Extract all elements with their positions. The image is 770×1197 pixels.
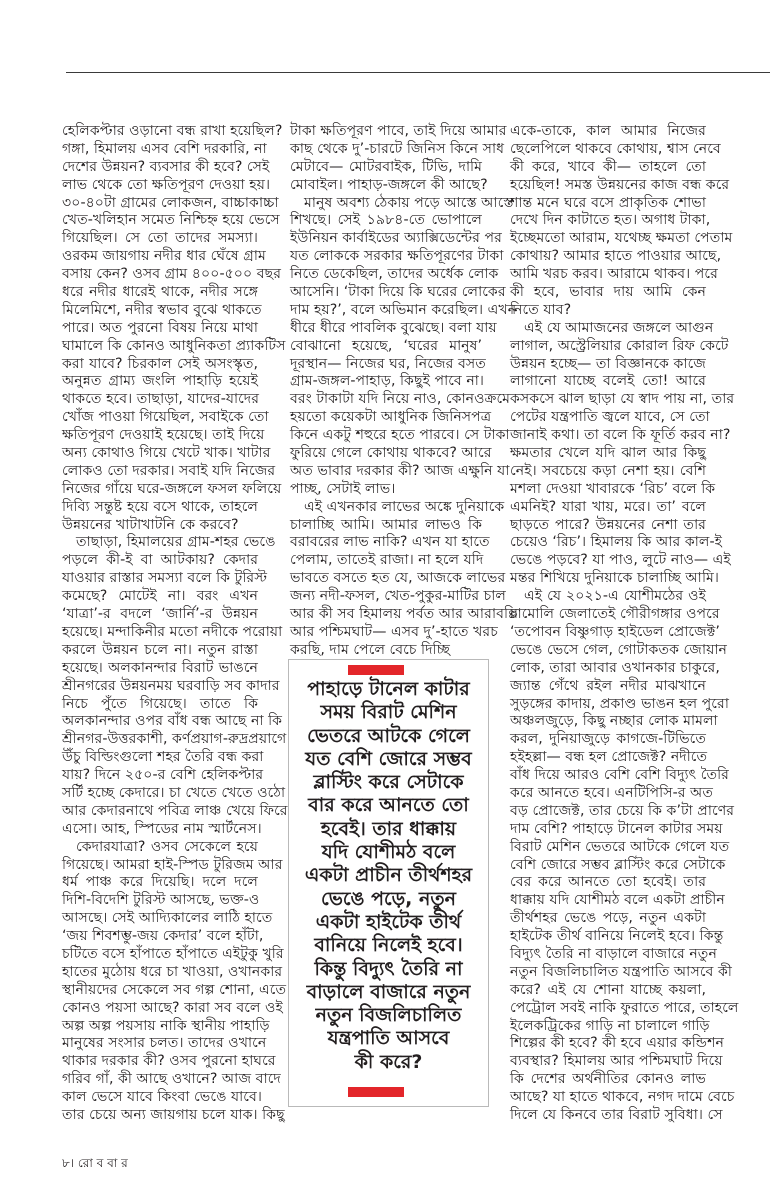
text-line: গঙ্গা, হিমালয় এসব বেশি দরকারি, না <box>62 140 267 157</box>
pull-quote-line: সময় বিরাট মেশিন <box>320 701 457 724</box>
text-line: স্থানীয়দের সেকেলে সব গল্প শোনা, এতে <box>62 981 287 998</box>
text-line: শিখছে। সেই ১৯৮৪-তে ভোপালে <box>290 212 482 229</box>
text-line: লোকও তো দরকার। সবাই যদি নিজের <box>62 462 276 479</box>
text-line: হেলিকপ্টার ওড়ানো বন্ধ রাখা হয়েছিল? <box>62 123 283 139</box>
paragraph <box>510 123 733 320</box>
text-line: টাকা ক্ষতিপূরণ পাবে, তাই দিয়ে আমার <box>290 123 507 139</box>
text-line: পেটের যন্ত্রপাতি জ্বলে যাবে, সে তো <box>510 409 710 426</box>
text-line: চামোলি জেলাতেই গৌরীগঙ্গার ওপরে <box>510 606 720 623</box>
text-line: শিল্পের কী হবে? কী হবে এয়ার কন্ডিশন <box>510 1035 724 1052</box>
pull-quote-top-bar <box>348 665 404 675</box>
text-line: হাইটেক তীর্থ বানিয়ে নিলেই হবে। কিন্তু <box>510 928 724 945</box>
text-line: ধীরে ধীরে পাবলিক বুঝেছে। বলা যায় <box>290 319 497 336</box>
text-line: দেখে দিন কাটাতে হত। অগাধ টাকা, <box>510 212 711 229</box>
text-line: যাওয়ার রাস্তার সমস্যা বলে কি টুরিস্ট <box>62 570 268 587</box>
text-line: অনুন্নত গ্রাম্য জংলি পাহাড়ি হয়েই <box>62 373 258 390</box>
text-line: উঁচু বিল্ডিংগুলো শহর তৈরি বন্ধ করা <box>62 749 264 766</box>
page-footer-folio: ৮। রো ব বা র <box>62 1156 128 1170</box>
pull-quote-line: বানিয়ে নিলেই হবে। <box>314 934 463 957</box>
text-line: পেট্রোল সবই নাকি ফুরাতে পারে, তাহলে <box>510 999 739 1016</box>
pull-quote-line: পাহাড়ে টানেল কাটার <box>307 678 470 700</box>
text-line: কিনে একটু শহুরে হতে পারবে। সে টাকা <box>290 427 510 444</box>
text-line: বিরাট মেশিন ভেতরে আটকে গেলে যত <box>510 838 730 855</box>
text-line: দিব্যি সন্তুষ্ট হয়ে বসে থাকে, তাহলে <box>62 498 258 515</box>
paragraph <box>290 123 507 195</box>
text-line: পড়লে কী-ই বা আটকায়? কেদার <box>62 552 258 569</box>
text-line: শান্ত মনে ঘরে বসে প্রাকৃতিক শোভা <box>510 194 706 211</box>
paragraph <box>62 534 288 838</box>
text-line: খোঁজ পাওয়া গিয়েছিল, সবাইকে তো <box>62 409 269 426</box>
text-line: হয়েছে। মন্দাকিনীর মতো নদীকে পরোয়া <box>62 623 283 640</box>
text-line: ৩০-৪০টা গ্রামের লোকজন, বাচ্চাকাচ্চা <box>62 194 279 211</box>
pull-quote-text <box>293 678 484 1074</box>
text-line: কী হবে, ভাবার দায় আমি কেন <box>510 284 706 301</box>
pull-quote-bottom-bar <box>348 1087 404 1097</box>
text-line: কী করে, খাবে কী— তাহলে তো <box>510 158 706 175</box>
text-line: তাছাড়া, হিমালয়ের গ্রাম-শহর ভেঙে <box>76 534 276 551</box>
text-line: ভেঙে পড়বে? যা পাও, লুটে নাও— এই <box>510 552 731 569</box>
text-line: চেয়েও ‘রিচ’। হিমালয় কি আর কাল-ই <box>510 534 722 551</box>
text-line: মেটাবে— মোটরবাইক, টিভি, দামি <box>290 158 482 175</box>
pull-quote-line: ভেঙে পড়ে, নতুন <box>321 887 456 910</box>
text-line: সর্টি হচ্ছে কেদারে। চা খেতে খেতে ওঠো <box>62 784 286 801</box>
text-line: বড় প্রোজেক্ট, তার চেয়ে কি ক’টা প্রাণের <box>510 802 735 819</box>
text-line: নতুন বিজলিচালিত যন্ত্রপাতি আসবে কী <box>510 963 732 980</box>
text-line: ইলেকট্রিকের গাড়ি না চালালে গাড়ি <box>510 1017 710 1034</box>
text-line: ভাবতে বসতে হত যে, আজকে লাভের <box>290 570 506 587</box>
text-line: করে? এই যে শোনা যাচ্ছে কয়লা, <box>510 981 706 998</box>
text-line: ‘যাত্রা’-র বদলে ‘জার্নি’-র উন্নয়ন <box>62 606 258 623</box>
text-line: আর কী সব হিমালয় পর্বত আর আরাবল্লি <box>290 606 519 623</box>
text-line: নিতে ডেকেছিল, তাদের অর্ধেক লোক <box>290 266 499 283</box>
text-line: লোক, তারা আবার ওখানকার চাকুরে, <box>510 659 720 676</box>
text-line: কেদারযাত্রা? ওসব সেকেলে হয়ে <box>76 838 258 855</box>
article-column-2 <box>290 123 519 660</box>
text-line: মিলেমিশে, নদীর স্বভাব বুঝে থাকতে <box>62 301 262 318</box>
text-line: ইচ্ছেমতো আরাম, যথেচ্ছ ক্ষমতা পেতাম <box>510 230 733 247</box>
text-line: আসেনি। ‘টাকা দিয়ে কি ঘরের লোকের <box>290 284 506 301</box>
text-line: এসো। আহ, স্পিডের নাম স্মার্টনেস। <box>62 820 262 837</box>
paragraph <box>290 498 519 660</box>
text-line: একে-তাকে, কাল আমার নিজের <box>510 123 706 139</box>
paragraph <box>510 319 735 588</box>
text-line: ব্যবস্থার? হিমালয় আর পশ্চিমঘাট দিয়ে <box>510 1053 723 1070</box>
text-line: বোঝানো হয়েছে, ‘ঘরের মানুষ’ <box>290 337 482 354</box>
text-line: হয়তো কয়েকটা আধুনিক জিনিসপত্র <box>290 409 492 426</box>
text-line: হয়েছিল! সমস্ত উন্নয়নের কাজ বন্ধ করে <box>510 176 730 193</box>
text-line: করল, দুনিয়াজুড়ে কাগজে-টিভিতে <box>510 731 706 748</box>
pull-quote-line: বাড়ালে বাজারে নতুন <box>306 980 471 1003</box>
text-line: আর পশ্চিমঘাট— এসব দু’-হাতে খরচ <box>290 623 498 640</box>
pull-quote-line: একটা হাইটেক তীর্থ <box>315 910 462 933</box>
paragraph <box>510 588 739 1125</box>
text-line: ইউনিয়ন কার্বাইডের অ্যাক্সিডেন্টের পর <box>290 230 502 247</box>
pull-quote-line: যদি যোশীমঠ বলে <box>321 841 456 864</box>
pull-quote-line: যত বেশি জোরে সম্ভব <box>305 747 472 770</box>
text-line: অন্য কোথাও গিয়ে খেটে খাক। খাটার <box>62 445 271 462</box>
text-line: কোনও পয়সা আছে? কারা সব বলে ওই <box>62 999 283 1016</box>
text-line: ‘তপোবন বিষ্ণুগাড় হাইডেল প্রোজেক্ট’ <box>510 623 720 640</box>
text-line: গিয়েছিল। সে তো তাদের সমস্যা। <box>62 230 258 247</box>
text-line: লাগানো যাচ্ছে বলেই তো! আরে <box>510 373 706 390</box>
text-line: মন্তর শিখিয়ে দুনিয়াকে চালাচ্ছি আমি। <box>510 570 719 587</box>
pull-quote-line: কী করে? <box>354 1050 423 1073</box>
text-line: ভেঙে ভেসে গেল, গোটাকতক জোয়ান <box>510 641 728 658</box>
text-line: জ্যান্ত গেঁথে রইল নদীর মাঝখানে <box>510 677 706 694</box>
text-line: নিচে পুঁতে গিয়েছে। তাতে কি <box>62 695 258 712</box>
text-line: হাতের মুঠোয় ধরে চা খাওয়া, ওখানকার <box>62 963 283 980</box>
text-line: মানুষের সংসার চলত। তাদের ওখানে <box>62 1035 267 1052</box>
text-line: আর কেদারনাথে পবিত্র লাঞ্চ খেয়ে ফিরে <box>62 802 288 819</box>
text-line: নেই। সবচেয়ে কড়া নেশা হয়। বেশি <box>510 462 706 479</box>
text-line: উন্নয়ন হচ্ছে— তা বিজ্ঞানকে কাজে <box>510 355 706 372</box>
text-line: ধর্ম পাঞ্চ করে দিয়েছি। দলে দলে <box>62 874 258 891</box>
text-line: বরং টাকাটা যদি নিয়ে নাও, কোনওক্রমে <box>290 391 511 408</box>
text-line: অঞ্চলজুড়ে, কিছু নচ্ছার লোক মামলা <box>510 713 718 730</box>
pull-quote-line: কিন্তু বিদ্যুৎ তৈরি না <box>314 957 463 980</box>
text-line: পাচ্ছ, সেটাই লাভ। <box>290 480 396 497</box>
paragraph <box>62 838 287 1125</box>
text-line: ক্ষতিপূরণ দেওয়াই হয়েছে। তাই দিয়ে <box>62 427 265 444</box>
pull-quote-line: হবেই। তার ধাক্কায় <box>320 817 457 840</box>
text-line: দিলে যে কিনবে তার বিরাট সুবিধা। সে <box>510 1106 723 1123</box>
text-line: অল্প অল্প পয়সায় নাকি স্থানীয় পাহাড়ি <box>62 1017 270 1034</box>
text-line: দিশি-বিদেশি টুরিস্ট আসছে, ভক্ত-ও <box>62 892 260 909</box>
text-line: লাভ থেকে তো ক্ষতিপূরণ দেওয়া হয়। <box>62 176 271 193</box>
text-line: পেলাম, তাতেই রাজা। না হলে যদি <box>290 552 484 569</box>
text-line: বিদ্যুৎ তৈরি না বাড়ালে বাজারে নতুন <box>510 945 717 962</box>
text-line: যায়? দিনে ২৫০-র বেশি হেলিকপ্টার <box>62 767 264 784</box>
text-line: মোবাইল। পাহাড়-জঙ্গলে কী আছে? <box>290 176 488 193</box>
text-line: নিজের গাঁয়ে ঘরে-জঙ্গলে ফসল ফলিয়ে <box>62 480 282 497</box>
text-line: হইহল্লা— বন্ধ হল প্রোজেক্ট? নদীতে <box>510 749 708 766</box>
pull-quote-line: বার করে আনতে তো <box>308 794 469 817</box>
pull-quote-line: ভেতরে আটকে গেলে <box>307 724 470 747</box>
text-line: দেশের উন্নয়ন? ব্যবসার কী হবে? সেই <box>62 158 270 175</box>
text-line: দাম বেশি? পাহাড়ে টানেল কাটার সময় <box>510 820 723 837</box>
text-line: আমি খরচ করব। আরামে থাকব। পরে <box>510 266 718 283</box>
text-line: বেশি জোরে সম্ভব ব্লাস্টিং করে সেটাকে <box>510 856 726 873</box>
text-line: কাছ থেকে দু’-চারটে জিনিস কিনে সাধ <box>290 140 505 157</box>
article-column-3 <box>510 123 739 1125</box>
text-line: বের করে আনতে তো হবেই। তার <box>510 874 706 891</box>
text-line: কমেছে? মোটেই না। বরং এখন <box>62 588 258 605</box>
text-line: তীর্থশহর ভেঙে পড়ে, নতুন একটা <box>510 910 706 927</box>
text-line: কোথায়? আমার হাতে পাওয়ার আছে, <box>510 248 722 265</box>
text-line: জানাই কথা। তা বলে কি ফূর্তি করব না? <box>510 427 731 444</box>
text-line: লাগাল, অস্ট্রেলিয়ার কোরাল রিফ কেটে <box>510 337 729 354</box>
text-line: জন্য নদী-ফসল, খেত-পুকুর-মাটির চাল <box>290 588 506 605</box>
text-line: অত ভাবার দরকার কী? আজ এক্ষুনি যা <box>290 462 510 479</box>
text-line: ‘জয় শিবশম্ভু-জয় কেদার’ বলে হাঁটা, <box>62 928 264 945</box>
text-line: পারে। অত পুরনো বিষয় নিয়ে মাথা <box>62 319 258 336</box>
article-column-1 <box>62 123 288 1125</box>
text-line: কি দেশের অর্থনীতির কোনও লাভ <box>510 1071 706 1088</box>
text-line: যত লোককে সরকার ক্ষতিপূরণের টাকা <box>290 248 504 265</box>
top-rule <box>66 72 770 73</box>
text-line: থাকতে হবে। তাছাড়া, যাদের-যাদের <box>62 391 260 408</box>
text-line: দাম হয়?’, বলে অভিমান করেছিল। এখন <box>290 301 517 318</box>
paragraph <box>290 194 517 499</box>
text-line: গিয়েছে। আমরা হাই-স্পিড টুরিজম আর <box>62 856 283 873</box>
text-line: এই যে আমাজনের জঙ্গলে আগুন <box>524 319 714 336</box>
text-line: বাঁধ দিয়ে আরও বেশি বেশি বিদ্যুৎ তৈরি <box>510 767 729 784</box>
text-line: থাকার দরকার কী? ওসব পুরনো হাঘরে <box>62 1053 276 1070</box>
text-line: আছে? যা হাতে থাকবে, নগদ দামে বেচে <box>510 1089 735 1106</box>
text-line: এই এখনকার লাভের অঙ্কে দুনিয়াকে <box>304 498 505 515</box>
text-line: কাল ভেসে যাবে কিংবা ভেঙে যাবে। <box>62 1089 262 1106</box>
text-line: চটিতে বসে হাঁপাতে হাঁপাতে এইটুকু খুরি <box>62 945 284 962</box>
text-line: ধরে নদীর ধারেই থাকে, নদীর সঙ্গে <box>62 284 258 301</box>
text-line: বরাবরের লাভ নাকি? এখন যা হাতে <box>290 534 490 551</box>
text-line: গ্রাম-জঙ্গল-পাহাড়, কিছুই পাবে না। <box>290 373 484 390</box>
text-line: অলকানন্দার ওপর বাঁধ বন্ধ আছে না কি <box>62 713 283 730</box>
text-line: হয়েছে। অলকানন্দার বিরাট ভাঙনে <box>62 659 258 676</box>
text-line: এই যে ২০২১-এ যোশীমঠের ওই <box>524 588 706 605</box>
text-line: কসকসে ঝাল ছাড়া যে স্বাদ পায় না, তার <box>510 391 735 408</box>
text-line: শ্রীনগরের উন্নয়নময় ঘরবাড়ি সব কাদার <box>62 677 280 694</box>
text-line: উন্নয়নের খাটাখাটনি কে করবে? <box>62 516 239 533</box>
text-line: আসছে। সেই আদ্যিকালের লাঠি হাতে <box>62 910 273 927</box>
text-line: শ্রীনগর-উত্তরকাশী, কর্ণপ্রয়াগ-রুদ্রপ্রয়াগে <box>62 731 287 748</box>
text-line: করে আনতে হবে। এনটিপিসি-র অত <box>510 784 713 801</box>
text-line: দূরস্থান— নিজের ঘর, নিজের বসত <box>290 355 486 372</box>
text-line: ধাক্কায় যদি যোশীমঠ বলে একটা প্রাচীন <box>510 892 725 909</box>
text-line: ছাড়তে পারে? উন্নয়নের নেশা তার <box>510 516 706 533</box>
text-line: তার চেয়ে অন্য জায়গায় চলে যাক। কিছু <box>62 1106 285 1123</box>
text-line: ক্ষমতার খেলে যদি ঝাল আর কিছু <box>510 445 706 462</box>
text-line: করা যাবে? চিরকাল সেই অসংস্কৃত, <box>62 355 258 372</box>
pull-quote-line: যন্ত্রপাতি আসবে <box>327 1027 450 1050</box>
pull-quote-line: একটা প্রাচীন তীর্থশহর <box>304 864 473 887</box>
text-line: ছেলেপিলে থাকবে কোথায়, শ্বাস নেবে <box>510 140 721 157</box>
text-line: করছি, দাম পেলে বেচে দিচ্ছি <box>290 641 451 658</box>
text-line: সুড়ঙ্গের কাদায়, প্রকাণ্ড ভাঙন হল পুরো <box>510 695 729 712</box>
text-line: ওরকম জায়গায় নদীর ধার ঘেঁষে গ্রাম <box>62 248 266 265</box>
pull-quote-line: ব্লাস্টিং করে সেটাকে <box>313 771 464 794</box>
pull-quote-line: নতুন বিজলিচালিত <box>315 1004 462 1027</box>
paragraph <box>62 123 286 534</box>
text-line: খেত-খলিহান সমেত নিশ্চিহ্ন হয়ে ভেসে <box>62 212 280 229</box>
pull-quote-box <box>288 659 489 1107</box>
text-line: বসায় কেন? ওসব গ্রাম ৪০০-৫০০ বছর <box>62 266 282 283</box>
text-line: ঘামালে কি কোনও আধুনিকতা প্র্যাকটিস <box>62 337 286 354</box>
text-line: মশলা দেওয়া খাবারকে ‘রিচ’ বলে কি <box>510 480 716 497</box>
text-line: ফুরিয়ে গেলে কোথায় থাকবে? আরে <box>290 445 492 462</box>
text-line: গরিব গাঁ, কী আছে ওখানে? আজ বাদে <box>62 1071 281 1088</box>
text-line: নিতে যাব? <box>510 301 572 318</box>
text-line: চালাচ্ছি আমি। আমার লাভও কি <box>290 516 482 533</box>
text-line: এমনিই? যারা খায়, মরে। তা’ বলে <box>510 498 706 515</box>
text-line: মানুষ অবশ্য ঠেকায় পড়ে আস্তে আস্তে <box>304 194 514 211</box>
text-line: করলে উন্নয়ন চলে না। নতুন রাস্তা <box>62 641 258 658</box>
